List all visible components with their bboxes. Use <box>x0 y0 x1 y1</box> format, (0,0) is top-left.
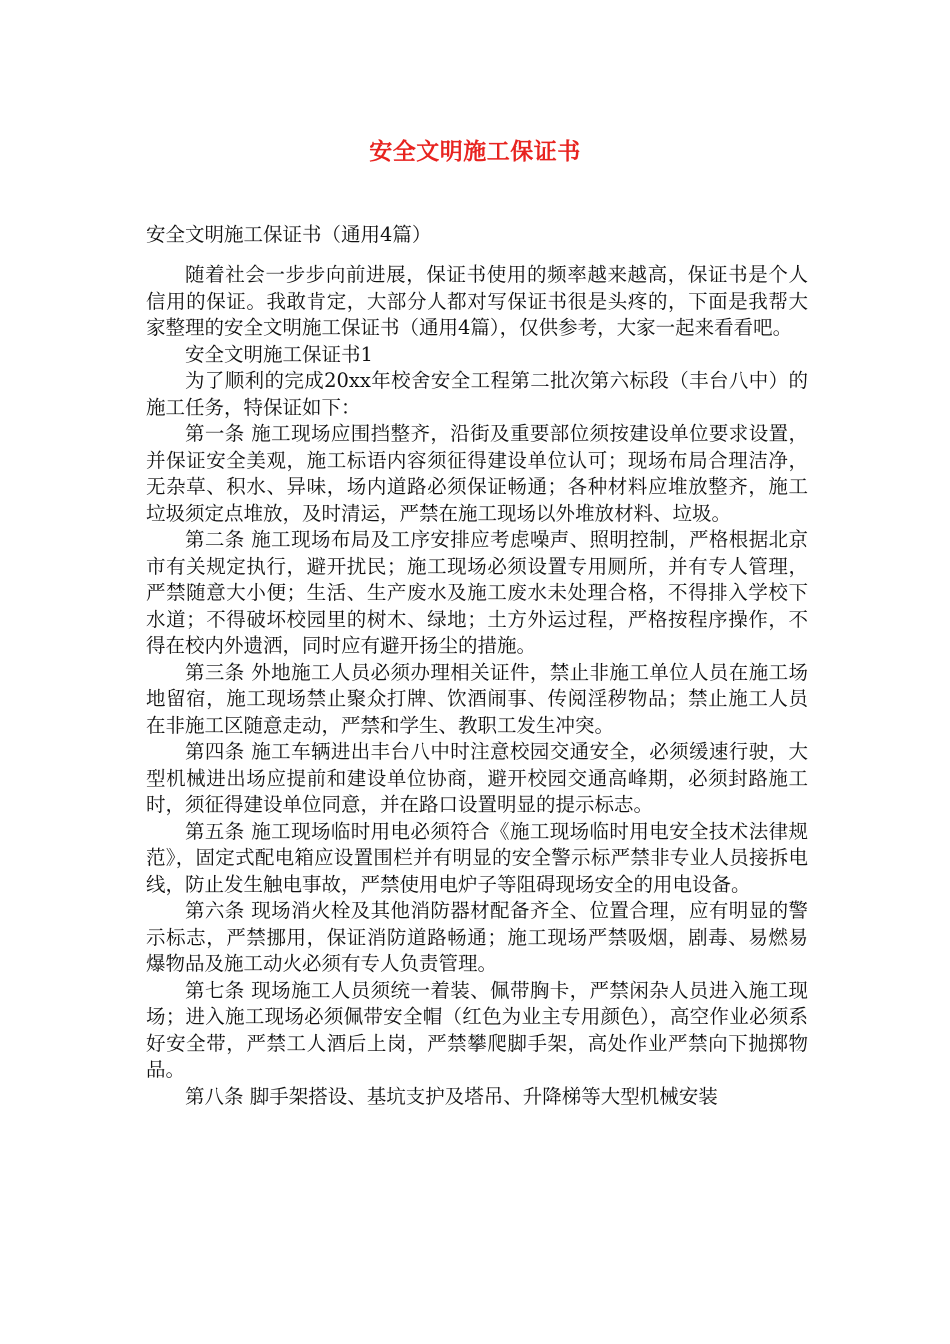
intro-paragraph: 随着社会一步步向前进展，保证书使用的频率越来越高，保证书是个人信用的保证。我敢肯定，大部分人都对写保证书很是头疼的，下面是我帮大家整理的安全文明施工保证书（通用4篇），仅供参考，大家一起来看看吧。 <box>146 263 808 339</box>
section-heading: 安全文明施工保证书1 <box>185 342 373 366</box>
article-7: 第七条 现场施工人员须统一着装、佩带胸卡，严禁闲杂人员进入施工现场；进入施工现场必须佩带安全帽（红色为业主专用颜色），高空作业必须系好安全带，严禁工人酒后上岗，严禁攀爬脚手架，高处作业严禁向下抛掷物品。 <box>146 978 808 1081</box>
document-subtitle: 安全文明施工保证书（通用4篇） <box>146 223 432 246</box>
article-6: 第六条 现场消火栓及其他消防器材配备齐全、位置合理，应有明显的警示标志，严禁挪用，保证消防道路畅通；施工现场严禁吸烟，剧毒、易燃易爆物品及施工动火必须有专人负责管理。 <box>146 899 808 975</box>
document-body <box>146 262 808 1110</box>
article-3: 第三条 外地施工人员必须办理相关证件，禁止非施工单位人员在施工场地留宿，施工现场禁止聚众打牌、饮酒闹事、传阅淫秽物品；禁止施工人员在非施工区随意走动，严禁和学生、教职工发生冲突。 <box>146 660 808 737</box>
article-5: 第五条 施工现场临时用电必须符合《施工现场临时用电安全技术法律规范》，固定式配电箱应设置围栏并有明显的安全警示标严禁非专业人员接拆电线，防止发生触电事故，严禁使用电炉子等阻碍现场安全的用电设备。 <box>146 819 808 896</box>
article-1: 第一条 施工现场应围挡整齐，沿街及重要部位须按建设单位要求设置，并保证安全美观，施工标语内容须征得建设单位认可；现场布局合理洁净，无杂草、积水、异味，场内道路必须保证畅通；各种材料应堆放整齐，施工垃圾须定点堆放，及时清运，严禁在施工现场以外堆放材料、垃圾。 <box>146 422 808 525</box>
article-2: 第二条 施工现场布局及工序安排应考虑噪声、照明控制，严格根据北京市有关规定执行，避开扰民；施工现场必须设置专用厕所，并有专人管理，严禁随意大小便；生活、生产废水及施工废水未处理合格，不得排入学校下水道；不得破坏校园里的树木、绿地；土方外运过程，严格按程序操作，不得在校内外遗洒，同时应有避开扬尘的措施。 <box>146 528 808 657</box>
article-4: 第四条 施工车辆进出丰台八中时注意校园交通安全，必须缓速行驶，大型机械进出场应提前和建设单位协商，避开校园交通高峰期，必须封路施工时，须征得建设单位同意，并在路口设置明显的提示标志。 <box>146 740 808 816</box>
preamble-paragraph: 为了顺利的完成20xx年校舍安全工程第二批次第六标段（丰台八中）的施工任务，特保证如下： <box>146 369 808 419</box>
article-8: 第八条 脚手架搭设、基坑支护及塔吊、升降梯等大型机械安装 <box>185 1084 718 1108</box>
document-title: 安全文明施工保证书 <box>369 139 581 165</box>
